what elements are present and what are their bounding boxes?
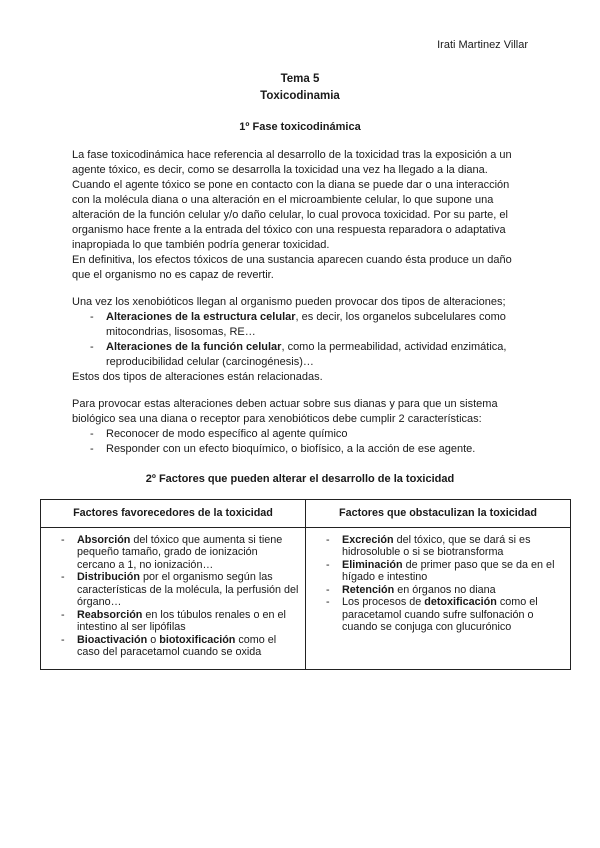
list-item-text: del tóxico que aumenta si tiene pequeño tamaño, grado de ionización cercano a 1, no ionización… bbox=[77, 533, 283, 571]
table-row bbox=[41, 527, 571, 669]
list-item-bold: detoxificación bbox=[424, 596, 497, 608]
paragraph-conclusion: En definitiva, los efectos tóxicos de una sustancia aparecen cuando ésta produce un daño que el organismo no es capaz de revertir. bbox=[72, 254, 512, 281]
list-item-text: , como la permeabilidad, actividad enzimática, reproducibilidad celular (carcinogénesis)… bbox=[106, 341, 507, 368]
list-item-bold: Eliminación bbox=[342, 558, 403, 571]
list-item-text: del tóxico, que se dará si es hidrosoluble o si se biotransforma bbox=[342, 533, 531, 558]
list-item-bold: Bioactivación bbox=[77, 633, 148, 646]
list-item-text: como el paracetamol cuando sufre sulfonación o cuando se conjuga con glucurónico bbox=[342, 596, 538, 633]
hindering-factors-cell bbox=[306, 527, 571, 669]
list-item-text: por el organismo según las características de la molécula, la perfusión del órgano… bbox=[77, 571, 299, 608]
section2-heading: 2º Factores que pueden alterar el desarrollo de la toxicidad bbox=[145, 473, 455, 485]
alterations-intro: Una vez los xenobióticos llegan al organismo pueden provocar dos tipos de alteraciones; bbox=[72, 296, 506, 308]
list-item bbox=[47, 609, 299, 634]
list-item-text: Los procesos de bbox=[342, 596, 425, 608]
alterations-related: Estos dos tipos de alteraciones están relacionadas. bbox=[72, 371, 323, 383]
list-item-bold: Alteraciones de la estructura celular bbox=[106, 311, 296, 323]
list-item: - Responder con un efecto bioquímico, o biofísico, a la acción de ese agente. bbox=[72, 442, 524, 457]
table-header-hindering: Factores que obstaculizan la toxicidad bbox=[306, 500, 571, 528]
list-item-bold: Retención bbox=[342, 583, 395, 596]
alterations-list bbox=[72, 310, 524, 370]
list-item-text: de primer paso que se da en el hígado e intestino bbox=[342, 558, 555, 583]
table-header-row bbox=[41, 500, 571, 528]
table-header-favoring: Factores favorecedores de la toxicidad bbox=[41, 500, 306, 528]
list-item bbox=[312, 584, 564, 597]
list-item-bold: Reabsorción bbox=[77, 608, 143, 621]
characteristics-list bbox=[72, 427, 524, 457]
document-title: Tema 5 bbox=[280, 73, 320, 85]
document-subtitle: Toxicodinamia bbox=[260, 90, 340, 102]
section1-body bbox=[72, 148, 524, 283]
list-item bbox=[312, 596, 564, 634]
list-item bbox=[47, 571, 299, 609]
list-item-bold: Distribución bbox=[77, 571, 140, 583]
list-item: - Reconocer de modo específico al agente químico bbox=[72, 427, 524, 442]
list-item-bold: biotoxificación bbox=[159, 633, 236, 646]
author-name: Irati Martinez Villar bbox=[437, 39, 528, 51]
paragraph-definition: La fase toxicodinámica hace referencia al desarrollo de la toxicidad tras la exposición a un agente tóxico, es decir, como se desarrolla la toxicidad una vez ha llegado a la diana. Cuando el agente tóxico se pone en contacto con la diana se puede dar o una interacción con la molécula diana o una alteración en el microambiente celular, lo que supone una alteración de la función celular y/o daño celular, lo cual provoca toxicidad. Por su parte, el organismo hace frente a la entrada del tóxico con una respuesta reparadora o adaptativa inapropiada lo que también podría generar toxicidad. bbox=[72, 149, 512, 251]
characteristics-intro: Para provocar estas alteraciones deben actuar sobre sus dianas y para que un sistema biológico sea una diana o receptor para xenobióticos debe cumplir 2 características: bbox=[72, 398, 498, 425]
list-item bbox=[72, 340, 524, 370]
list-item-text: como el caso del paracetamol cuando se oxida bbox=[77, 633, 277, 658]
characteristics-block bbox=[72, 397, 524, 457]
list-item-text: en los túbulos renales o en el intestino al ser lipófilas bbox=[77, 608, 286, 633]
section1-heading: 1º Fase toxicodinámica bbox=[239, 121, 361, 133]
list-item bbox=[47, 534, 299, 572]
list-item-text: o bbox=[147, 633, 160, 646]
factors-table bbox=[40, 499, 571, 670]
list-item-text: , es decir, los organelos subcelulares como mitocondrias, lisosomas, RE… bbox=[106, 311, 506, 338]
list-item-bold: Excreción bbox=[342, 533, 394, 546]
list-item bbox=[312, 559, 564, 584]
list-item-bold: Alteraciones de la función celular bbox=[106, 341, 282, 353]
list-item bbox=[72, 310, 524, 340]
list-item-bold: Absorción bbox=[77, 533, 131, 546]
favoring-factors-list bbox=[47, 534, 299, 659]
list-item bbox=[47, 634, 299, 659]
favoring-factors-cell bbox=[41, 527, 306, 669]
alterations-block bbox=[72, 295, 524, 385]
hindering-factors-list bbox=[312, 534, 564, 634]
list-item bbox=[312, 534, 564, 559]
list-item-text: en órganos no diana bbox=[394, 583, 496, 596]
